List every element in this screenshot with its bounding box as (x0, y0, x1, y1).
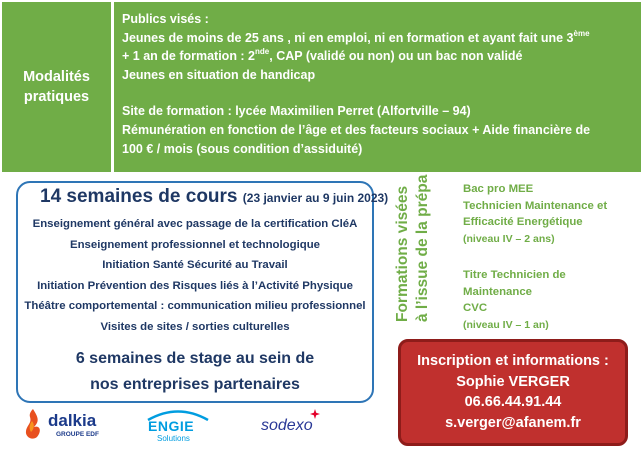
cours-item: Théâtre comportemental : communication milieu professionnel (24, 300, 366, 312)
publics-line-1-sup: ème (573, 28, 590, 38)
partner-logos (0, 405, 380, 451)
engie-logo-subtext: Solutions (157, 434, 190, 443)
engie-logo-text: ENGIE (148, 418, 195, 434)
contact-name: Sophie VERGER (456, 373, 570, 390)
publics-cell (114, 2, 641, 172)
stage-line-2: nos entreprises partenaires (90, 376, 300, 393)
dalkia-flame-icon (20, 407, 46, 441)
cours-box (16, 181, 389, 403)
formations-list (463, 181, 633, 333)
modalites-header (2, 2, 111, 172)
formation-2-line-2: CVC (463, 302, 488, 314)
cours-title (40, 186, 388, 208)
publics-title: Publics visés : (122, 12, 209, 26)
stage-line-1: 6 semaines de stage au sein de (75, 350, 315, 367)
contact-box (398, 339, 628, 446)
cours-item: Enseignement général avec passage de la certification CléA (32, 218, 358, 230)
cours-item: Visites de sites / sorties culturelles (100, 320, 290, 333)
sodexo-logo-text: sodexo (261, 417, 313, 434)
formation-1-level: (niveau IV – 2 ans) (463, 232, 555, 245)
formation-1-line-1: Bac pro MEE (463, 183, 534, 195)
formation-1-line-2: Technicien Maintenance et (463, 199, 608, 212)
publics-line-1 (122, 29, 635, 48)
modalites-label-1: Modalités (23, 69, 90, 85)
sodexo-logo (255, 407, 335, 445)
dalkia-logo-text: dalkia (48, 411, 97, 430)
dalkia-logo (20, 405, 120, 445)
engie-logo (145, 407, 215, 445)
publics-line-3: Jeunes en situation de handicap (122, 67, 316, 82)
formation-2-level: (niveau IV – 1 an) (463, 318, 549, 331)
dalkia-logo-subtext: GROUPE EDF (56, 431, 99, 438)
cours-dates: (23 janvier au 9 juin 2023) (242, 191, 389, 205)
site-formation: Site de formation : lycée Maximilien Perret (Alfortville – 94) (122, 104, 471, 119)
formations-vertical-title (393, 172, 431, 322)
remuneration-line-1: Rémunération en fonction de l’âge et des facteurs sociaux + Aide financière de (122, 122, 591, 137)
modalites-label-2: pratiques (23, 89, 90, 105)
formation-2-line-1: Titre Technicien de Maintenance (463, 269, 566, 298)
remuneration-line-2: 100 € / mois (sous condition d’assiduité) (122, 141, 363, 156)
formation-bac-pro (463, 181, 633, 247)
formation-1-line-3: Efficacité Energétique (463, 216, 583, 228)
modalites-section (2, 2, 641, 172)
cours-item: Enseignement professionnel et technologique (70, 238, 320, 251)
publics-line-1-text: Jeunes de moins de 25 ans , ni en emploi, ni en formation et ayant fait une 3 (122, 30, 574, 45)
publics-line-2-text: + 1 an de formation : 2 (122, 49, 256, 64)
cours-list (18, 214, 372, 337)
cours-title-text: 14 semaines de cours (40, 186, 238, 207)
formations-vertical-line-2: à l’issue de la prépa (414, 174, 431, 322)
cours-item: Initiation Santé Sécurité au Travail (102, 259, 288, 271)
stage-text (18, 346, 372, 398)
formations-vertical-line-1: Formations visées (394, 185, 411, 322)
contact-phone[interactable]: 06.66.44.91.44 (464, 394, 562, 410)
publics-line-2 (122, 47, 635, 66)
formation-titre-technicien (463, 267, 633, 333)
publics-line-2-sup: nde (255, 47, 270, 57)
contact-email[interactable]: s.verger@afanem.fr (445, 414, 581, 431)
contact-title: Inscription et informations : (417, 353, 609, 369)
cours-item: Initiation Prévention des Risques liés à l’Activité Physique (37, 279, 353, 292)
publics-line-2-text-b: , CAP (validé ou non) ou un bac non validé (269, 49, 523, 64)
